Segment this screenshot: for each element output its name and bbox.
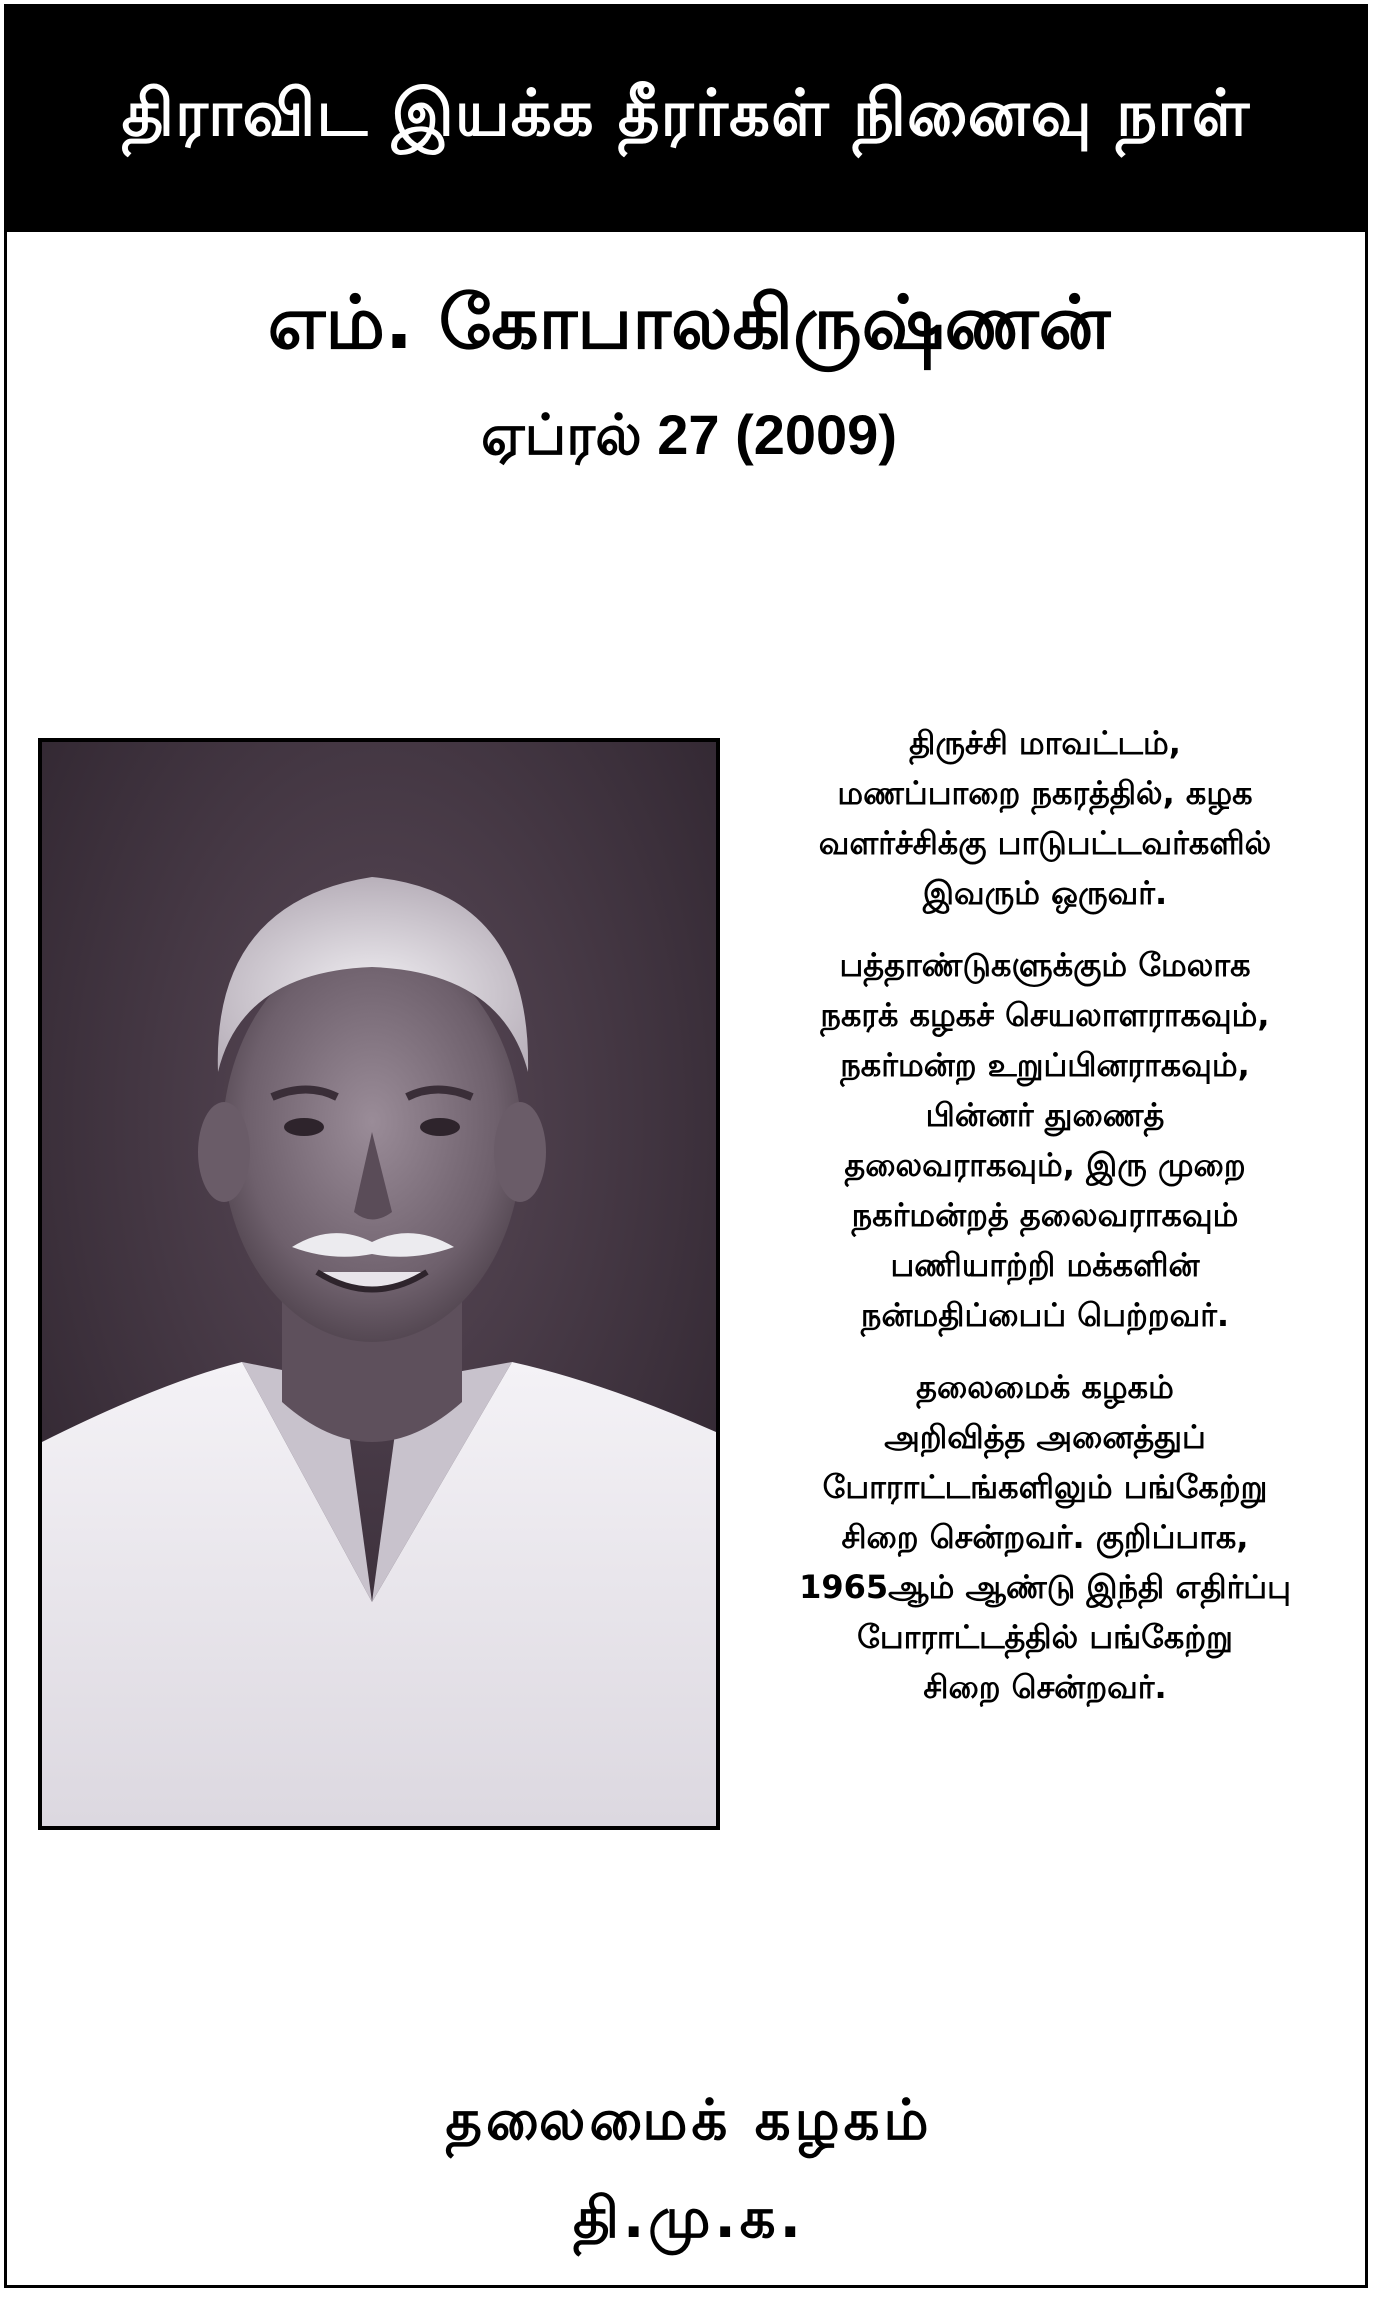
- bio-line: நகர்மன்றத் தலைவராகவும்: [851, 1196, 1239, 1234]
- bio-paragraph: [730, 940, 1360, 1340]
- bio-line: பத்தாண்டுகளுக்கும் மேலாக: [839, 946, 1251, 984]
- bio-line: இவரும் ஒருவர்.: [922, 874, 1168, 912]
- bio-line: நகர்மன்ற உறுப்பினராகவும்,: [840, 1046, 1250, 1084]
- portrait-illustration: [42, 742, 716, 1826]
- bio-line: நகரக் கழகச் செயலாளராகவும்,: [820, 996, 1270, 1034]
- bio-line: அறிவித்த அனைத்துப்: [884, 1418, 1206, 1456]
- bio-line: சிறை சென்றவர். குறிப்பாக,: [841, 1518, 1249, 1556]
- bio-line: போராட்டத்தில் பங்கேற்று: [857, 1618, 1233, 1656]
- memorial-banner: [4, 4, 1368, 232]
- bio-line: திருச்சி மாவட்டம்,: [909, 724, 1181, 762]
- biography: [730, 718, 1360, 1734]
- footer-organization: தலைமைக் கழகம்: [445, 2088, 933, 2153]
- bio-line: வளர்ச்சிக்கு பாடுபட்டவர்களில்: [818, 824, 1272, 862]
- footer-party: தி.மு.க.: [573, 2186, 805, 2251]
- bio-paragraph: [730, 718, 1360, 918]
- banner-title: திராவிட இயக்க தீரர்கள் நினைவு நாள்: [121, 77, 1251, 151]
- bio-line: நன்மதிப்பைப் பெற்றவர்.: [860, 1296, 1230, 1334]
- bio-line: பின்னர் துணைத்: [925, 1096, 1165, 1134]
- bio-line: தலைவராகவும், இரு முறை: [844, 1146, 1246, 1184]
- bio-line: தலைமைக் கழகம்: [916, 1368, 1174, 1406]
- memorial-date: ஏப்ரல் 27 (2009): [481, 403, 897, 466]
- bio-line: 1965ஆம் ஆண்டு இந்தி எதிர்ப்பு: [799, 1568, 1291, 1606]
- bio-line: சிறை சென்றவர்.: [923, 1668, 1167, 1706]
- bio-line: போராட்டங்களிலும் பங்கேற்று: [822, 1468, 1268, 1506]
- person-name: எம். கோபாலகிருஷ்ணன்: [267, 280, 1111, 366]
- bio-line: மணப்பாறை நகரத்தில், கழக: [837, 774, 1253, 812]
- bio-line: பணியாற்றி மக்களின்: [890, 1246, 1200, 1284]
- bio-paragraph: [730, 1362, 1360, 1712]
- portrait-photo: [38, 738, 720, 1830]
